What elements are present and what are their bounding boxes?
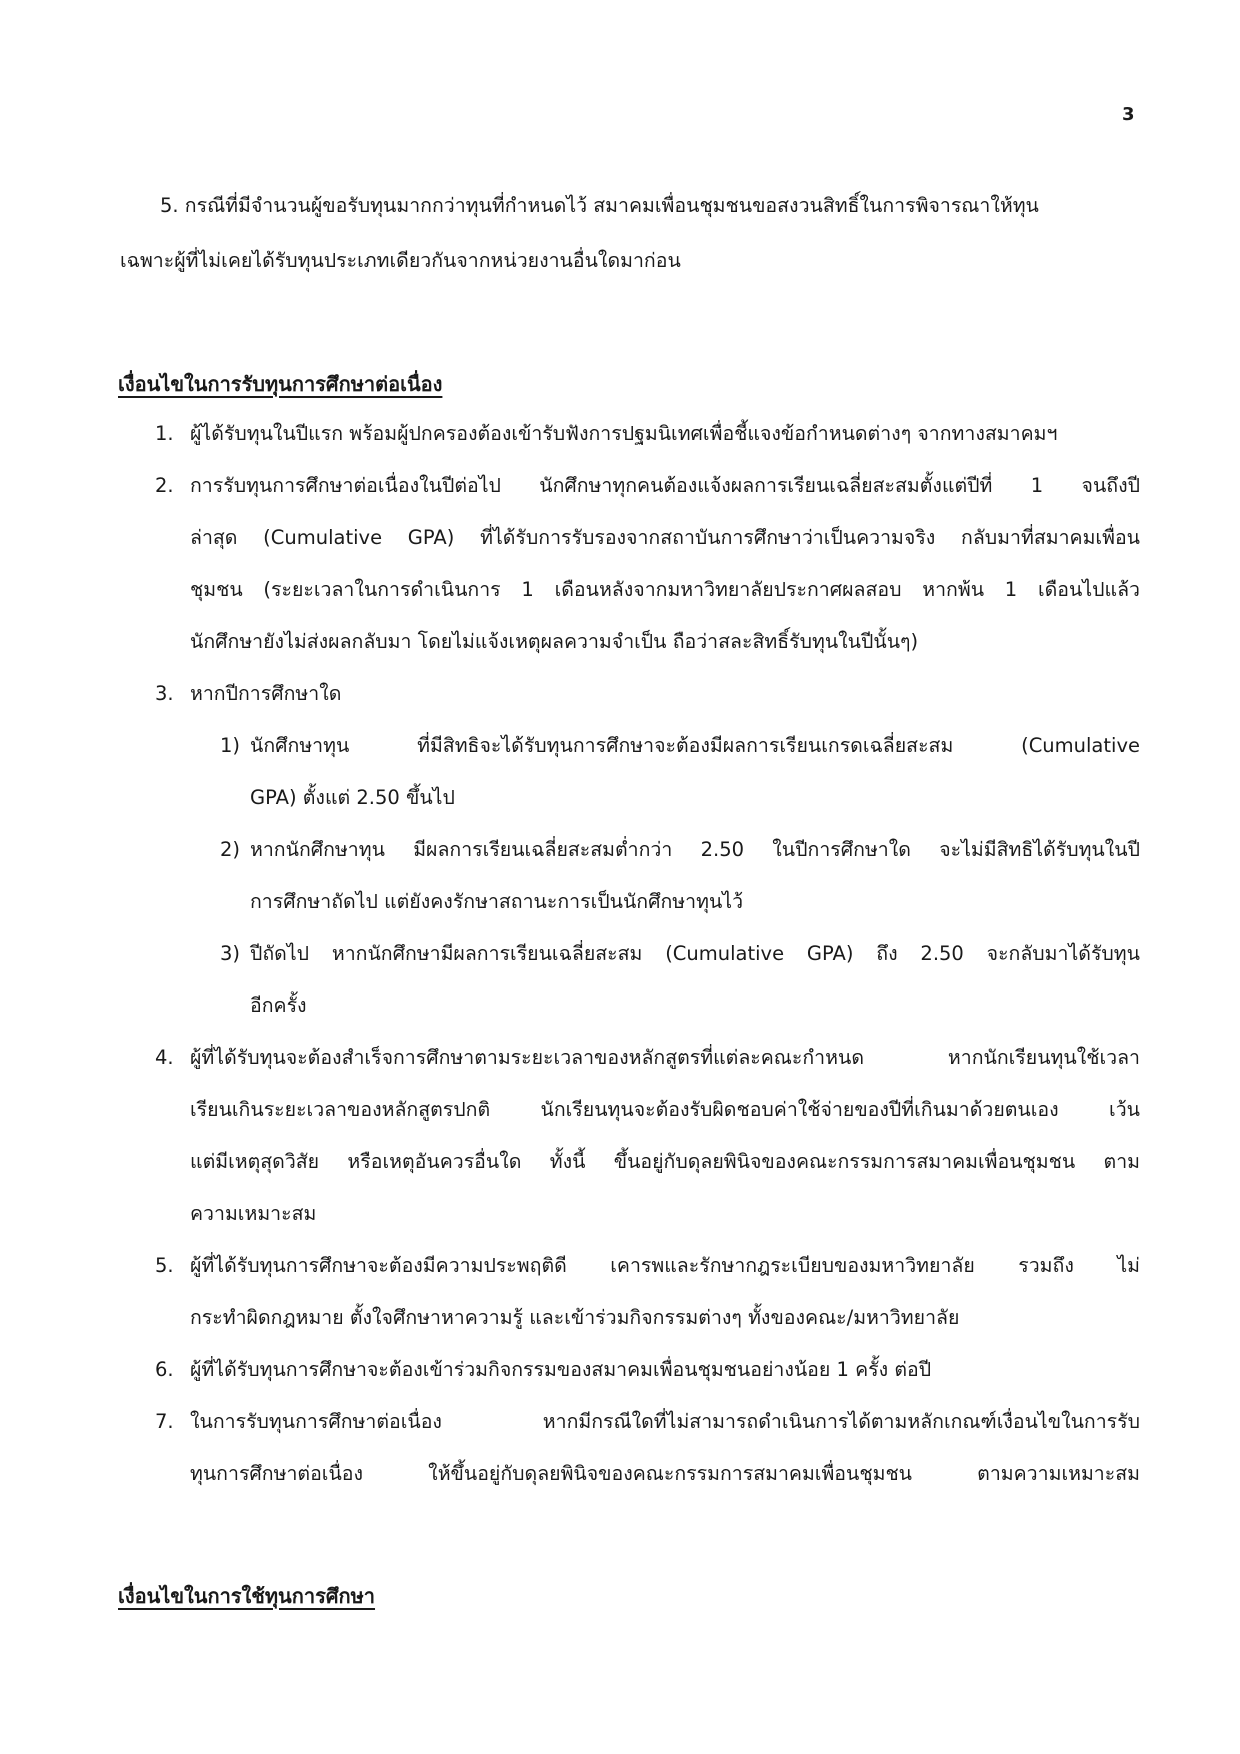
conditions-list xyxy=(150,408,1140,1500)
intro-line-1: 5. กรณีที่มีจำนวนผู้ขอรับทุนมากกว่าทุนที่กำหนดไว้ สมาคมเพื่อนชุมชนขอสงวนสิทธิ์ในการพิจารณาให้ทุน xyxy=(160,194,1039,217)
sub-item-number: 2) xyxy=(220,838,241,861)
list-item xyxy=(150,1240,1140,1344)
item-line: ชุมชน (ระยะเวลาในการดำเนินการ 1 เดือนหลังจากมหาวิทยาลัยประกาศผลสอบ หากพ้น 1 เดือนไปแล้ว xyxy=(190,578,1140,601)
list-item xyxy=(150,1344,1140,1396)
item-number: 2. xyxy=(155,474,174,497)
item-line: ทุนการศึกษาต่อเนื่อง ให้ขึ้นอยู่กับดุลยพินิจของคณะกรรมการสมาคมเพื่อนชุมชน ตามความเหมาะสม xyxy=(190,1462,1140,1485)
sub-list-item xyxy=(150,824,1140,928)
sub-item-number: 3) xyxy=(220,942,241,965)
sub-list-item xyxy=(150,928,1140,1032)
list-item xyxy=(150,408,1140,460)
sub-item-line: การศึกษาถัดไป แต่ยังคงรักษาสถานะการเป็นนักศึกษาทุนไว้ xyxy=(250,890,744,913)
item-number: 1. xyxy=(155,422,174,445)
item-line: เรียนเกินระยะเวลาของหลักสูตรปกติ นักเรียนทุนจะต้องรับผิดชอบค่าใช้จ่ายของปีที่เกินมาด้วยตนเอง เว้น xyxy=(190,1098,1140,1121)
item-line: กระทำผิดกฎหมาย ตั้งใจศึกษาหาความรู้ และเข้าร่วมกิจกรรมต่างๆ ทั้งของคณะ/มหาวิทยาลัย xyxy=(190,1306,960,1329)
item-number: 7. xyxy=(155,1410,174,1433)
intro-line-2: เฉพาะผู้ที่ไม่เคยได้รับทุนประเภทเดียวกันจากหน่วยงานอื่นใดมาก่อน xyxy=(120,249,681,272)
item-line: ผู้ที่ได้รับทุนการศึกษาจะต้องมีความประพฤติดี เคารพและรักษากฎระเบียบของมหาวิทยาลัย รวมถึง ไม่ xyxy=(190,1254,1140,1277)
item-line: ในการรับทุนการศึกษาต่อเนื่อง หากมีกรณีใดที่ไม่สามารถดำเนินการได้ตามหลักเกณฑ์เงื่อนไขในการรับ xyxy=(190,1410,1140,1433)
item-line: การรับทุนการศึกษาต่อเนื่องในปีต่อไป นักศึกษาทุกคนต้องแจ้งผลการเรียนเฉลี่ยสะสมตั้งแต่ปีที่ 1 จนถึงปี xyxy=(190,474,1140,497)
list-item xyxy=(150,1032,1140,1240)
list-item xyxy=(150,1396,1140,1500)
sub-item-line: อีกครั้ง xyxy=(250,994,307,1017)
list-item xyxy=(150,668,1140,720)
sub-item-number: 1) xyxy=(220,734,241,757)
section-heading-scholarship-usage: เงื่อนไขในการใช้ทุนการศึกษา xyxy=(118,1584,376,1608)
sub-item-line: หากนักศึกษาทุน มีผลการเรียนเฉลี่ยสะสมต่ำกว่า 2.50 ในปีการศึกษาใด จะไม่มีสิทธิได้รับทุนในปี xyxy=(250,838,1140,861)
item-line: ล่าสุด (Cumulative GPA) ที่ได้รับการรับรองจากสถาบันการศึกษาว่าเป็นความจริง กลับมาที่สมาคมเพื่อน xyxy=(190,526,1140,549)
sub-list-item xyxy=(150,720,1140,824)
item-line: ผู้ที่ได้รับทุนจะต้องสำเร็จการศึกษาตามระยะเวลาของหลักสูตรที่แต่ละคณะกำหนด หากนักเรียนทุนใช้เวลา xyxy=(190,1046,1140,1069)
item-line: ความเหมาะสม xyxy=(190,1202,317,1225)
item-line: นักศึกษายังไม่ส่งผลกลับมา โดยไม่แจ้งเหตุผลความจำเป็น ถือว่าสละสิทธิ์รับทุนในปีนั้นๆ) xyxy=(190,630,919,653)
item-number: 4. xyxy=(155,1046,174,1069)
page-number: 3 xyxy=(1122,104,1135,125)
section-heading-continuing-scholarship: เงื่อนไขในการรับทุนการศึกษาต่อเนื่อง xyxy=(118,372,443,396)
item-number: 6. xyxy=(155,1358,174,1381)
item-line: หากปีการศึกษาใด xyxy=(190,682,342,705)
sub-item-line: GPA) ตั้งแต่ 2.50 ขึ้นไป xyxy=(250,786,455,809)
item-line: แต่มีเหตุสุดวิสัย หรือเหตุอันควรอื่นใด ทั้งนี้ ขึ้นอยู่กับดุลยพินิจของคณะกรรมการสมาคมเพื่อนชุมชน ตาม xyxy=(190,1150,1140,1173)
sub-item-line: นักศึกษาทุน ที่มีสิทธิจะได้รับทุนการศึกษาจะต้องมีผลการเรียนเกรดเฉลี่ยสะสม (Cumulative xyxy=(250,734,1140,757)
list-item xyxy=(150,460,1140,668)
sub-item-line: ปีถัดไป หากนักศึกษามีผลการเรียนเฉลี่ยสะสม (Cumulative GPA) ถึง 2.50 จะกลับมาได้รับทุน xyxy=(250,942,1140,965)
item-line: ผู้ที่ได้รับทุนการศึกษาจะต้องเข้าร่วมกิจกรรมของสมาคมเพื่อนชุมชนอย่างน้อย 1 ครั้ง ต่อปี xyxy=(190,1358,932,1381)
item-line: ผู้ได้รับทุนในปีแรก พร้อมผู้ปกครองต้องเข้ารับฟังการปฐมนิเทศเพื่อชี้แจงข้อกำหนดต่างๆ จากทางสมาคมฯ xyxy=(190,422,1058,445)
intro-paragraph xyxy=(120,178,1140,288)
item-number: 3. xyxy=(155,682,174,705)
item-number: 5. xyxy=(155,1254,174,1277)
